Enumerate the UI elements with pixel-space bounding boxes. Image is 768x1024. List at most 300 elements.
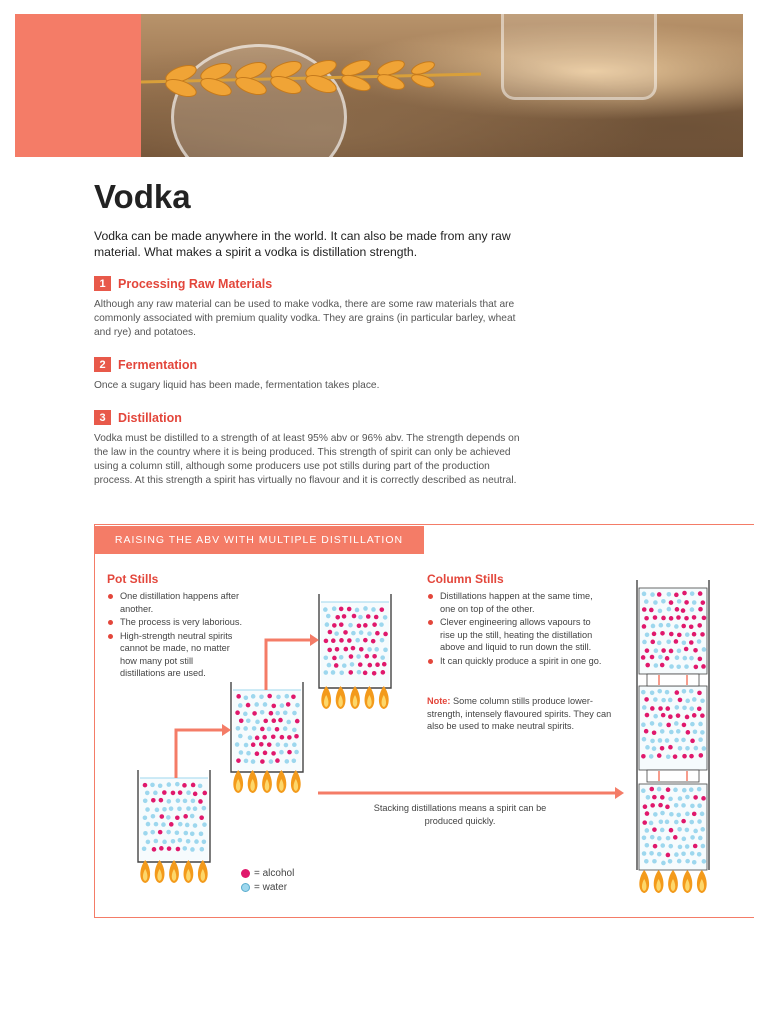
water-particle [642,592,647,597]
alcohol-particle [701,796,706,801]
water-particle [657,836,662,841]
alcohol-particle [267,694,272,699]
alcohol-particle [693,648,698,653]
alcohol-particle [669,616,674,621]
alcohol-particle [255,751,260,756]
alcohol-particle [375,662,380,667]
alcohol-particle [381,670,386,675]
water-particle [693,829,698,834]
water-particle [657,641,662,646]
water-particle [657,787,662,792]
water-particle [248,735,253,740]
alcohol-particle [682,754,687,759]
alcohol-particle [644,729,649,734]
water-particle [666,639,671,644]
water-particle [653,812,658,817]
water-particle [669,812,674,817]
water-particle [657,852,662,857]
water-particle [658,722,663,727]
water-particle [677,599,682,604]
water-particle [295,703,300,708]
water-particle [235,742,240,747]
alcohol-particle [668,745,673,750]
water-particle [267,727,272,732]
alcohol-particle [235,710,240,715]
water-particle [162,807,167,812]
arrow-head [310,634,319,646]
water-particle [685,812,690,817]
water-particle [269,759,274,764]
water-particle [665,690,670,695]
alcohol-particle [698,591,703,596]
water-particle [251,759,256,764]
water-particle [150,783,155,788]
alcohol-particle [669,649,674,654]
alcohol-particle [645,648,650,653]
water-particle [323,655,328,660]
water-particle [646,795,651,800]
alcohol-particle [684,616,689,621]
alcohol-particle [383,632,388,637]
alcohol-particle [382,662,387,667]
water-particle [286,720,291,725]
alcohol-particle [239,718,244,723]
water-particle [650,835,655,840]
water-particle [677,859,682,864]
alcohol-particle [348,670,353,675]
water-particle [674,738,679,743]
water-particle [355,608,360,613]
water-particle [154,822,159,827]
alcohol-particle [685,715,690,720]
section-title: Fermentation [118,357,198,372]
alcohol-particle [379,607,384,612]
stacking-caption: Stacking distillations means a spirit can be produced quickly. [373,803,547,826]
alcohol-particle [236,758,241,763]
water-particle [332,606,337,611]
water-particle [692,600,697,605]
water-particle [689,787,694,792]
liquid-area [140,778,208,860]
alcohol-particle [324,639,329,644]
water-particle [683,656,688,661]
water-particle [682,788,687,793]
alcohol-particle [295,719,300,724]
alcohol-particle [159,846,164,851]
alcohol-particle [267,742,272,747]
water-particle [674,803,679,808]
alcohol-particle [661,616,666,621]
alcohol-particle [363,671,368,676]
water-particle [244,759,249,764]
water-particle [280,703,285,708]
water-particle [666,836,671,841]
water-particle [658,655,663,660]
water-particle [367,631,372,636]
alcohol-particle [331,638,336,643]
alcohol-particle [327,648,332,653]
alcohol-particle [674,593,679,598]
alcohol-particle [700,632,705,637]
alcohol-particle [644,697,649,702]
water-particle [645,633,650,638]
alcohol-particle [650,655,655,660]
water-particle [659,819,664,824]
water-particle [667,592,672,597]
alcohol-particle [660,663,665,668]
water-particle [292,711,297,716]
water-particle [292,728,297,733]
alcohol-particle [644,616,649,621]
water-particle [161,822,166,827]
alcohol-particle [349,654,354,659]
alcohol-particle [271,718,276,723]
alcohol-particle [280,735,285,740]
alcohol-particle [252,711,257,716]
water-particle [682,640,687,645]
water-particle [660,729,665,734]
alcohol-particle [689,624,694,629]
still-containers [138,580,709,893]
alcohol-particle [332,656,337,661]
water-particle [685,746,690,751]
page-title: Vodka [94,178,191,215]
alcohol-particle [674,639,679,644]
water-particle [202,822,207,827]
alcohol-particle [167,846,172,851]
list-item: High-strength neutral spirits cannot be made, no matter how many pot still distillations are used. [107,630,240,680]
water-particle [676,813,681,818]
water-particle [685,699,690,704]
alcohol-particle [143,783,148,788]
water-particle [184,831,189,836]
flow-arrow [176,730,222,778]
water-particle [143,831,148,836]
alcohol-particle [351,646,356,651]
water-particle [698,836,703,841]
water-particle [659,623,664,628]
water-particle [682,706,687,711]
water-particle [255,720,260,725]
note-text: Some column stills produce lower-strength, intensely flavoured spirits. They can also be used to make neutral spirits. [427,696,612,731]
alcohol-particle [681,624,686,629]
water-particle [665,820,670,825]
alcohol-particle [669,828,674,833]
alcohol-particle [371,639,376,644]
alcohol-particle [259,742,264,747]
alcohol-particle [652,827,657,832]
water-particle [689,656,694,661]
alcohol-particle [359,647,364,652]
water-particle [653,697,658,702]
alcohol-particle [692,812,697,817]
water-particle [692,860,697,865]
alcohol-particle [175,815,180,820]
intro-paragraph: Vodka can be made anywhere in the world. It can also be made from any raw material. What makes a spirit a vodka is distillation strength. [94,229,511,259]
water-particle [698,737,703,742]
water-particle [701,844,706,849]
alcohol-particle [641,655,646,660]
alcohol-particle [339,622,344,627]
alcohol-particle [365,654,370,659]
water-particle [363,606,368,611]
alcohol-particle [689,640,694,645]
water-particle [275,711,280,716]
arrow-head [222,724,231,736]
water-particle [697,852,702,857]
alcohol-particle [645,811,650,816]
water-particle [331,670,336,675]
alcohol-particle [335,615,340,620]
alcohol-particle [269,711,274,716]
water-particle [658,609,663,614]
alcohol-particle [669,632,674,637]
water-particle [673,788,678,793]
water-particle [660,843,665,848]
water-particle [667,607,672,612]
section-body: Vodka must be distilled to a strength of at least 95% abv or 96% abv. The strength depends on the law in the country where it is being produced. This strength of spirit can only be achieved using a column still, although some producers use pot stills during part of the production process. At this strength a spirit has virtually no flavour and it is correctly described as neutral. [94,433,520,486]
water-particle [651,624,656,629]
list-item: The process is very laborious. [107,616,267,629]
water-particle [674,820,679,825]
water-particle [674,721,679,726]
alcohol-particle [652,730,657,735]
water-particle [263,702,268,707]
water-particle [642,640,647,645]
section-number: 1 [94,276,111,291]
water-particle [251,694,256,699]
alcohol-particle [342,614,347,619]
water-particle [697,819,702,824]
alcohol-particle [294,734,299,739]
alcohol-particle [643,804,648,809]
water-particle [194,839,199,844]
water-particle [155,808,160,813]
pot-stills-title: Pot Stills [107,572,159,586]
water-particle [183,799,188,804]
water-particle [690,851,695,856]
alcohol-particle [158,830,163,835]
alcohol-particle [653,844,658,849]
alcohol-particle [645,663,650,668]
alcohol-particle [645,713,650,718]
water-particle [677,649,682,654]
water-particle [276,742,281,747]
alcohol-particle [660,631,665,636]
stage-connector [647,674,699,686]
alcohol-particle [701,600,706,605]
water-particle [690,804,695,809]
alcohol-particle [372,654,377,659]
water-particle [676,664,681,669]
alcohol-particle [352,614,357,619]
alcohol-particle [684,600,689,605]
water-particle [334,631,339,636]
water-particle [645,843,650,848]
alcohol-particle [697,706,702,711]
alcohol-particle [668,714,673,719]
water-particle [658,738,663,743]
water-particle [279,750,284,755]
water-particle [276,695,281,700]
water-particle [661,599,666,604]
alcohol-particle [702,616,707,621]
water-particle [339,671,344,676]
water-particle [668,698,673,703]
water-particle [243,712,248,717]
water-particle [641,690,646,695]
water-particle [327,663,332,668]
water-particle [681,803,686,808]
section-number: 2 [94,357,111,372]
water-particle [244,695,249,700]
alcohol-particle [335,647,340,652]
water-particle [246,751,251,756]
water-particle [325,622,330,627]
water-particle [162,840,167,845]
water-particle [323,670,328,675]
water-particle [697,803,702,808]
water-particle [145,791,150,796]
water-particle [649,754,654,759]
water-particle [176,798,181,803]
alcohol-particle [676,713,681,718]
water-particle [702,647,707,652]
water-particle [690,722,695,727]
water-particle [702,746,707,751]
section-body: Although any raw material can be used to make vodka, there are some raw materials that are commonly associated with premium quality vodka. They are grains (in particular barley, wheat and rye) and potatoes. [94,299,516,338]
water-particle [702,859,707,864]
alcohol-particle [372,622,377,627]
water-particle [665,738,670,743]
water-particle [644,859,649,864]
alcohol-particle [363,623,368,628]
water-particle [650,690,655,695]
water-particle [254,702,259,707]
alcohol-particle [332,623,337,628]
water-particle [689,706,694,711]
section-title: Distillation [118,410,182,425]
water-particle [350,662,355,667]
water-particle [142,846,147,851]
alcohol-particle [652,795,657,800]
alcohol-particle [649,787,654,792]
water-particle [145,807,150,812]
alcohol-particle [347,607,352,612]
alcohol-particle [366,614,371,619]
water-particle [202,806,207,811]
alcohol-particle [686,730,691,735]
water-particle [675,655,680,660]
alcohol-particle [368,663,373,668]
alcohol-particle [665,706,670,711]
water-particle [171,839,176,844]
water-particle [169,806,174,811]
alcohol-particle [690,739,695,744]
list-item: Distillations happen at the same time, one on top of the other. [427,590,607,615]
water-particle [681,851,686,856]
water-particle [146,840,151,845]
water-particle [383,648,388,653]
alcohol-particle [334,663,339,668]
water-particle [645,828,650,833]
water-particle [238,734,243,739]
alcohol-particle [159,798,164,803]
alcohol-particle [653,615,658,620]
alcohol-particle [271,734,276,739]
water-particle [167,782,172,787]
water-particle [359,630,364,635]
water-particle [682,689,687,694]
water-particle [694,746,699,751]
stage-connector [647,770,699,782]
water-particle [649,821,654,826]
alcohol-particle [375,631,380,636]
alcohol-particle [286,702,291,707]
water-particle [323,607,328,612]
water-particle [339,655,344,660]
water-particle [666,623,671,628]
alcohol-particle [658,803,663,808]
water-particle [348,623,353,628]
water-particle [690,591,695,596]
alcohol-particle [260,727,265,732]
alcohol-particle [657,753,662,758]
alcohol-particle [692,632,697,637]
alcohol-particle [641,754,646,759]
alcohol-particle [650,706,655,711]
legend-label: = water [254,882,288,893]
water-particle [652,746,657,751]
water-particle [644,599,649,604]
water-particle [342,663,347,668]
water-particle [697,787,702,792]
alcohol-particle [162,790,167,795]
alcohol-particle [701,664,706,669]
water-particle [669,664,674,669]
alcohol-particle [339,638,344,643]
water-particle [657,689,662,694]
alcohol-particle [344,647,349,652]
alcohol-particle [692,615,697,620]
alcohol-particle [677,633,682,638]
alcohol-particle [339,607,344,612]
alcohol-particle [642,820,647,825]
alcohol-particle [652,632,657,637]
water-particle [143,815,148,820]
alcohol-particle [650,640,655,645]
water-particle [641,788,646,793]
water-particle [190,831,195,836]
water-particle [292,742,297,747]
alcohol-particle [275,727,280,732]
water-particle [681,738,686,743]
alcohol-particle [343,630,348,635]
water-particle [243,726,248,731]
water-particle [238,703,243,708]
alcohol-particle [152,847,157,852]
water-particle [167,799,172,804]
alcohol-particle [176,847,181,852]
water-particle [284,743,289,748]
water-particle [700,812,705,817]
alcohol-particle [666,853,671,858]
water-particle [685,795,690,800]
alcohol-particle [260,759,265,764]
water-particle [682,837,687,842]
water-particle [326,614,331,619]
alcohol-particle [657,592,662,597]
